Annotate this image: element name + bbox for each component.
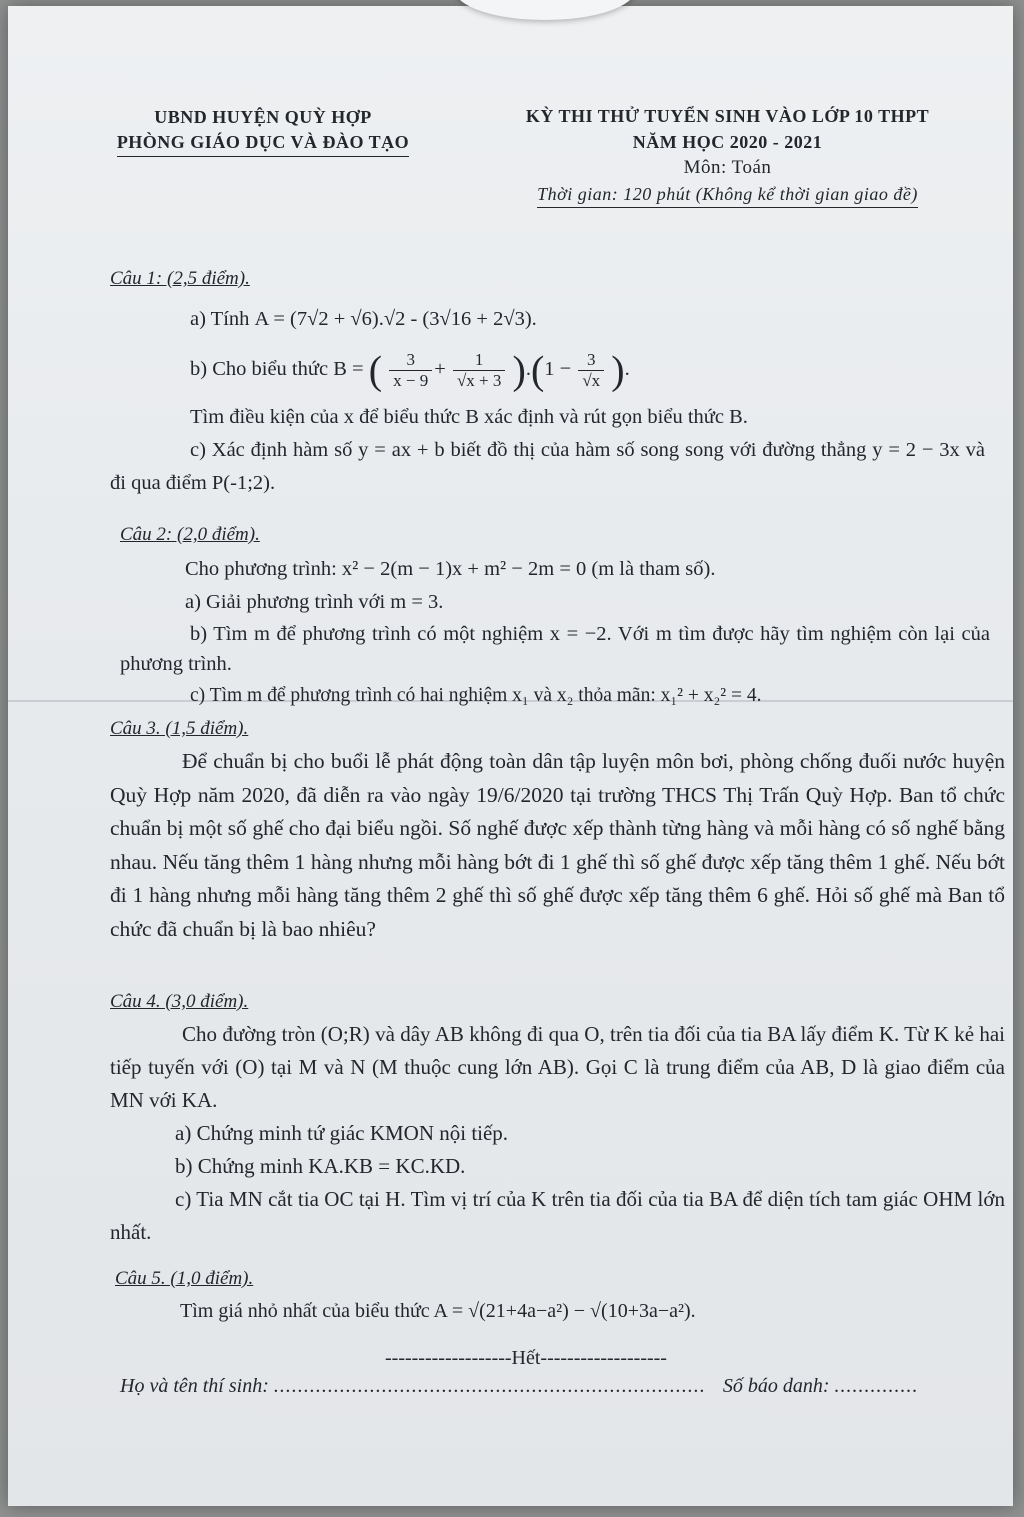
question-4c: c) Tia MN cắt tia OC tại H. Tìm vị trí của K trên tia đối của tia BA để diện tích tam giác OHM lớn nhất. [110,1187,1005,1244]
fraction-3: $\frac{3}{√x}$ [578,350,604,391]
question-1b-lhs: B = [333,358,364,381]
question-5-heading: Câu 5. (1,0 điểm). [115,1268,254,1289]
school-year: NĂM HỌC 2020 - 2021 [632,132,823,152]
header-right [470,103,985,208]
fraction-1: $\frac{3}{x - 9}$ [389,350,432,391]
question-4a: a) Chứng minh tứ giác KMON nội tiếp. [175,1121,509,1145]
question-2-intro: Cho phương trình: x² − 2(m − 1)x + m² − 2m = 0 (m là tham số). [185,558,716,580]
question-1 [110,262,1005,500]
question-4b: b) Chứng minh KA.KB = KC.KD. [175,1154,466,1178]
question-2b: b) Tìm m để phương trình có một nghiệm x = −2. Với m tìm được hãy tìm nghiệm còn lại của phương trình. [120,623,990,675]
candidate-name-label: Họ và tên thí sinh: [120,1375,269,1397]
question-3-text: Để chuẩn bị cho buổi lễ phát động toàn dân tập luyện môn bơi, phòng chống đuối nước huyện Quỳ Hợp năm 2020, đã diễn ra vào ngày 19/6/2020 tại trường THCS Thị Trấn Quỳ Hợp. Ban tổ chức chuẩn bị một số ghế cho đại biểu ngồi. Số nghế được xếp thành từng hàng và mỗi hàng có số nghế bằng nhau. Nếu tăng thêm 1 hàng nhưng mỗi hàng bớt đi 1 ghế thì số ghế được xếp tăng thêm 1 ghế. Nếu bớt đi 1 hàng nhưng mỗi hàng tăng thêm 2 ghế thì số ghế được xếp tăng thêm 6 ghế. Hỏi số ghế mà Ban tổ chức đã chuẩn bị là bao nhiêu? [110,749,1005,941]
question-2 [120,518,990,712]
question-4-text: Cho đường tròn (O;R) và dây AB không đi qua O, trên tia đối của tia BA lấy điểm K. Từ K kẻ hai tiếp tuyến với (O) tại M và N (M thuộc cung lớn AB). Gọi C là trung điểm của AB, D là giao điểm của MN với KA. [110,1022,1005,1112]
question-5 [115,1262,1010,1328]
question-1b: b) Cho biểu thức B = ( $\frac{3}{x - 9}$ + $\frac{1}{√x + 3}$ ).(1 − $\frac{3}{√x}$ ). [190,347,630,393]
question-5-text: Tìm giá nhỏ nhất của biểu thức A = √(21+4a−a²) − √(10+3a−a²). [180,1300,696,1322]
question-1a-label: a) Tính [190,308,250,330]
education-office: PHÒNG GIÁO DỤC VÀ ĐÀO TẠO [117,130,409,157]
candidate-name-line: ........................................................................ [273,1375,706,1397]
exam-title: KỲ THI THỬ TUYỂN SINH VÀO LỚP 10 THPT [525,106,930,126]
district-committee: UBND HUYỆN QUỲ HỢP [154,107,372,127]
time-limit: Thời gian: 120 phút (Không kể thời gian giao đề) [537,181,918,208]
subject: Môn: Toán [683,157,772,178]
candidate-id-line: .............. [834,1375,919,1397]
end-marker: -------------------Hết------------------- [385,1347,667,1369]
question-4 [110,985,1005,1249]
question-2c: c) Tìm m để phương trình có hai nghiệm x₁ và x₂ thỏa mãn: x₁² + x₂² = 4. [190,685,762,706]
question-1a-expression: A = (7√2 + √6).√2 - (3√16 + 2√3). [254,308,537,330]
question-1b-label: b) Cho biểu thức [190,358,329,381]
fraction-2: $\frac{1}{√x + 3}$ [453,350,505,391]
question-3 [110,712,1005,946]
question-3-heading: Câu 3. (1,5 điểm). [110,718,249,739]
candidate-info [120,1375,980,1398]
question-1c: c) Xác định hàm số y = ax + b biết đồ thị của hàm số song song với đường thẳng y = 2 − 3x và đi qua điểm P(-1;2). [110,439,985,494]
question-2-heading: Câu 2: (2,0 điểm). [120,524,260,545]
question-1b-task: Tìm điều kiện của x để biểu thức B xác định và rút gọn biểu thức B. [190,406,748,428]
header-left [88,105,438,157]
candidate-id-label: Số báo danh: [722,1375,830,1397]
question-4-heading: Câu 4. (3,0 điểm). [110,991,249,1012]
question-1-heading: Câu 1: (2,5 điểm). [110,268,250,289]
question-1a [110,303,1005,336]
question-2a: a) Giải phương trình với m = 3. [185,591,444,613]
